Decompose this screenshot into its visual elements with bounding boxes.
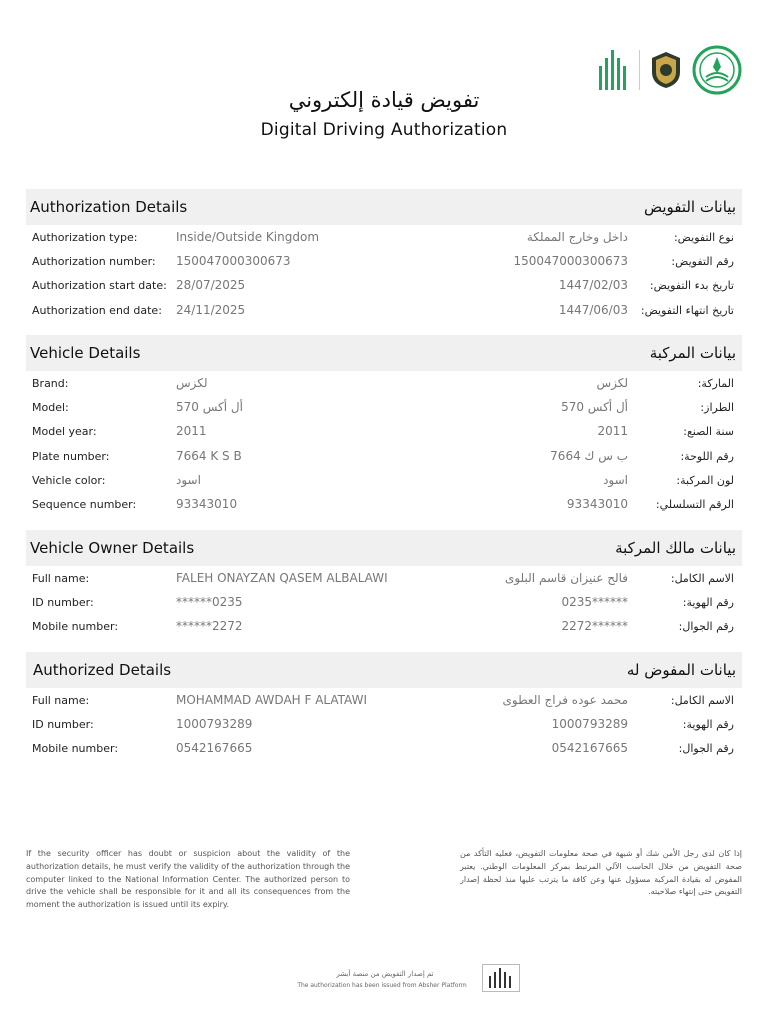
field-value-ar: داخل وخارج المملكة — [526, 230, 628, 244]
vehicle-owner-section — [26, 530, 742, 639]
field-label-ar: رقم الهوية: — [682, 596, 734, 610]
footer-note-en: If the security officer has doubt or suspicion about the validity of the authorization details, he must verify the validity of the authorization through the computer linked to the National Information Center. The authorized person to drive the vehicle shall be responsible for it and all its consequences from the moment the authorization is issued until its expiry. — [26, 849, 350, 910]
detail-row — [26, 492, 742, 516]
authorized-details-section — [26, 652, 742, 761]
field-label-en: Vehicle color: — [32, 473, 106, 487]
field-value-en: Inside/Outside Kingdom — [176, 230, 320, 244]
field-value-ar: 1000793289 — [551, 717, 628, 732]
field-value-en: MOHAMMAD AWDAH F ALATAWI — [176, 693, 368, 707]
field-value-en: 28/07/2025 — [176, 278, 246, 293]
footer-note-ar: إذا كان لدى رجل الأمن شك أو شبهة في صحة معلومات التفويض، فعليه التأكد من صحة التفويض من خلال الحاسب الآلي المرتبط بمركز المعلومات الوطني. يعتبر المفوض له بقيادة المركبة مسؤول عنها وعن كافة ما يترتب عليها منذ لحظة إصدار التفويض حتى إنتهاء صلاحيته. — [460, 849, 742, 897]
section-title-ar: بيانات المفوض له — [626, 661, 736, 679]
field-label-en: ID number: — [32, 596, 94, 610]
detail-row — [26, 395, 742, 419]
field-value-ar: أل أكس 570 — [561, 400, 628, 415]
field-value-en: 2011 — [176, 424, 207, 439]
field-label-en: Authorization end date: — [32, 303, 162, 317]
field-value-en: 0542167665 — [176, 741, 253, 756]
field-label-en: Sequence number: — [32, 497, 137, 511]
detail-row — [26, 371, 742, 395]
detail-row — [26, 736, 742, 760]
field-value-ar: 150047000300673 — [513, 254, 628, 269]
section-header — [26, 335, 742, 371]
authorization-details-section — [26, 189, 742, 322]
field-label-en: ID number: — [32, 718, 94, 732]
section-title-en: Vehicle Details — [30, 344, 141, 362]
issued-note-en: The authorization has been issued from Absher Platform — [297, 982, 467, 989]
field-value-en: اسود — [176, 472, 201, 487]
field-label-ar: سنة الصنع: — [683, 425, 734, 439]
field-label-ar: الرقم التسلسلي: — [655, 497, 734, 511]
field-value-en: 1000793289 — [176, 717, 253, 732]
field-value-en: 150047000300673 — [176, 254, 291, 269]
field-label-en: Brand: — [32, 377, 69, 390]
field-label-en: Model year: — [32, 425, 97, 439]
field-value-en: أل أكس 570 — [176, 400, 243, 415]
traffic-emblem-icon — [648, 50, 684, 90]
field-label-ar: تاريخ بدء التفويض: — [649, 279, 734, 293]
document-title-en: Digital Driving Authorization — [260, 120, 508, 140]
field-label-ar: الطراز: — [700, 401, 734, 415]
detail-row — [26, 566, 742, 590]
detail-row — [26, 225, 742, 249]
field-label-ar: الاسم الكامل: — [670, 572, 734, 585]
field-value-ar: اسود — [603, 472, 628, 487]
detail-row — [26, 468, 742, 492]
field-label-ar: لون المركبة: — [676, 473, 734, 487]
detail-row — [26, 590, 742, 614]
detail-row — [26, 444, 742, 468]
field-value-ar: 1447/06/03 — [558, 302, 628, 317]
section-title-en: Vehicle Owner Details — [30, 539, 195, 557]
section-title-ar: بيانات مالك المركبة — [615, 539, 736, 557]
field-value-ar: 2011 — [597, 424, 628, 439]
field-label-ar: رقم الهوية: — [682, 718, 734, 732]
field-value-ar: 93343010 — [566, 496, 628, 511]
field-value-ar: فالح عنيزان قاسم البلوى — [504, 571, 628, 585]
field-label-ar: رقم الجوال: — [678, 620, 734, 634]
detail-row — [26, 298, 742, 322]
document-title-ar: تفويض قيادة إلكتروني — [288, 88, 480, 112]
field-value-ar: 1447/02/03 — [558, 278, 628, 293]
field-label-ar: تاريخ انتهاء التفويض: — [640, 303, 734, 317]
field-label-en: Authorization number: — [32, 255, 156, 269]
detail-row — [26, 614, 742, 638]
field-label-en: Authorization type: — [32, 231, 138, 244]
section-title-ar: بيانات المركبة — [649, 344, 736, 362]
field-value-en: 93343010 — [176, 496, 238, 511]
field-label-ar: رقم اللوحة: — [680, 449, 734, 463]
section-title-en: Authorized Details — [33, 661, 172, 679]
section-title-en: Authorization Details — [30, 198, 188, 216]
field-label-ar: رقم الجوال: — [678, 742, 734, 756]
field-label-en: Mobile number: — [32, 620, 119, 634]
field-label-en: Authorization start date: — [32, 279, 167, 293]
field-value-ar: ******0235 — [561, 595, 628, 610]
field-value-en: لكزس — [176, 376, 208, 390]
field-label-en: Full name: — [32, 572, 90, 585]
issued-note-ar: تم إصدار التفويض من منصة أبشر — [336, 970, 434, 978]
field-label-en: Full name: — [32, 694, 90, 707]
section-header — [26, 652, 742, 688]
detail-row — [26, 273, 742, 297]
field-label-en: Plate number: — [32, 449, 110, 463]
field-label-en: Mobile number: — [32, 742, 119, 756]
field-value-ar: ب س ك 7664 — [550, 448, 628, 463]
field-value-en: 7664 K S B — [176, 448, 242, 463]
field-value-ar: ******2272 — [561, 619, 628, 634]
field-value-en: ******2272 — [176, 619, 243, 634]
vehicle-details-section — [26, 335, 742, 516]
field-value-en: FALEH ONAYZAN QASEM ALBALAWI — [176, 571, 388, 585]
detail-row — [26, 712, 742, 736]
detail-row — [26, 419, 742, 443]
section-title-ar: بيانات التفويض — [643, 198, 736, 216]
field-label-ar: رقم التفويض: — [671, 255, 734, 269]
field-label-ar: الماركة: — [697, 377, 734, 390]
field-label-ar: نوع التفويض: — [673, 231, 734, 244]
field-value-en: ******0235 — [176, 595, 243, 610]
field-value-ar: 0542167665 — [551, 741, 628, 756]
logo-divider — [639, 50, 640, 90]
field-label-ar: الاسم الكامل: — [670, 694, 734, 707]
detail-row — [26, 688, 742, 712]
absher-logo-icon — [597, 46, 631, 94]
section-header — [26, 530, 742, 566]
field-label-en: Model: — [32, 401, 69, 415]
field-value-ar: لكزس — [596, 376, 628, 390]
absher-footer-logo-icon — [482, 964, 520, 992]
detail-row — [26, 249, 742, 273]
section-header — [26, 189, 742, 225]
field-value-en: 24/11/2025 — [176, 302, 246, 317]
field-value-ar: محمد عوده فراج العطوى — [502, 693, 628, 707]
